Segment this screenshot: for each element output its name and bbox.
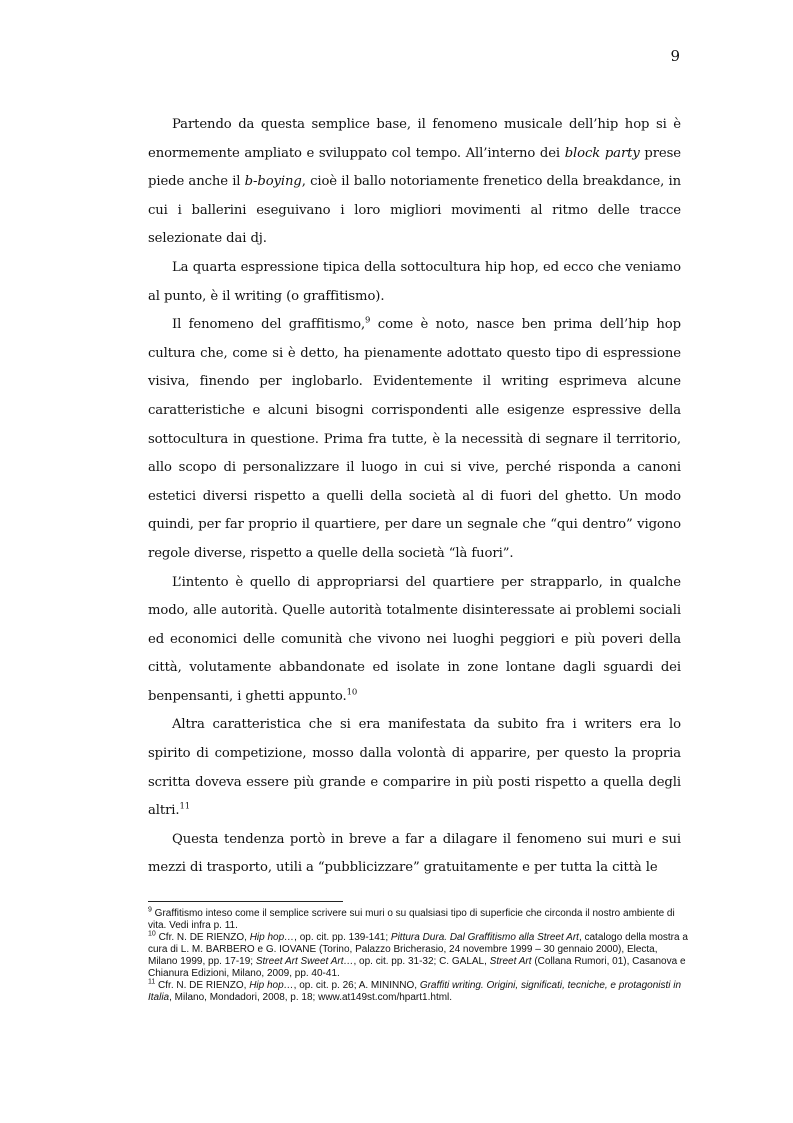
footnote-number: 9 <box>148 906 152 914</box>
footnote-10: $^{10}$ Cfr. N. DE RIENZO, Hip hop…, op. cit. pp. 139-141; Pittura Dura. Dal Graffitismo alla Street Art, catalogo della mostra a cura di L. M. BARBERO e G. IOVANE (Torino, Palazzo Bricherasio, 24 novembre 1999 – 30 gennaio 2000), Electa, Milano 1999, pp. 17-19; Street Art Sweet Art…, op. cit. pp. 31-32; C. GALAL, Street Art (Collana Rumori, 01), Casanova e Chianura Edizioni, Milano, 2009, pp. 40-41. <box>148 930 688 979</box>
footnote-number: 11 <box>148 978 156 986</box>
footnotes <box>148 908 688 1004</box>
footnote-9: $^9$ Graffitismo inteso come il semplice scrivere sui muri o su qualsiasi tipo di superficie che circonda il nostro ambiente di vita. Vedi infra p. 11. <box>148 906 675 931</box>
paragraph-6: Questa tendenza portò in breve a far a dilagare il fenomeno sui muri e sui mezzi di trasporto, utili a “pubblicizzare” gratuitamente e per tutta la città le <box>148 831 681 876</box>
footnote-ref-11[interactable]: 11 <box>179 801 191 812</box>
body-text <box>148 111 681 883</box>
footnote-ref-10[interactable]: 10 <box>346 687 358 698</box>
footnote-ref-9[interactable]: 9 <box>365 315 371 326</box>
footnote-number: 10 <box>148 930 156 938</box>
paragraph-1: Partendo da questa semplice base, il fenomeno musicale dell’hip hop si è enormemente ampliato e sviluppato col tempo. All’interno dei block party prese piede anche il b-boying, cioè il ballo notoriamente frenetico della breakdance, in cui i ballerini eseguivano i loro migliori movimenti al ritmo delle tracce selezionate dai dj. <box>148 117 682 247</box>
paragraph-5: Altra caratteristica che si era manifestata da subito fra i writers era lo spirito di competizione, mosso dalla volontà di apparire, per questo la propria scritta doveva essere più grande e comparire in più posti rispetto a quella degli altri.$^{11}$ <box>148 717 681 819</box>
paragraph-3: Il fenomeno del graffitismo,$^9$ come è noto, nasce ben prima dell’hip hop cultura che, come si è detto, ha pienamente adottato questo tipo di espressione visiva, finendo per inglobarlo. Evidentemente il writing esprimeva alcune caratteristiche e alcuni bisogni corrispondenti alle esigenze espressive della sottocultura in questione. Prima fra tutte, è la necessità di segnare il territorio, allo scopo di personalizzare il luogo in cui si vive, perché risponda a canoni estetici diversi rispetto a quelli della società al di fuori del ghetto. Un modo quindi, per far proprio il quartiere, per dare un segnale che “qui dentro” vigono regole diverse, rispetto a quelle della società “là fuori”. <box>148 315 681 561</box>
footnote-separator <box>148 901 343 902</box>
italic-term: block party <box>564 145 640 161</box>
paragraph-2: La quarta espressione tipica della sottocultura hip hop, ed ecco che veniamo al punto, è il writing (o graffitismo). <box>148 259 681 304</box>
footnote-11: $^{11}$ Cfr. N. DE RIENZO, Hip hop…, op. cit. p. 26; A. MININNO, Graffiti writing. Origini, significati, tecniche, e protagonisti in Italia, Milano, Mondadori, 2008, p. 18; www.at149st.com/hpart1.html. <box>148 978 682 1003</box>
paragraph-4: L’intento è quello di appropriarsi del quartiere per strapparlo, in qualche modo, alle autorità. Quelle autorità totalmente disinteressate ai problemi sociali ed economici delle comunità che vivono nei luoghi peggiori e più poveri della città, volutamente abbandonate ed isolate in zone lontane dagli sguardi dei benpensanti, i ghetti appunto.$^{10}$ <box>148 574 681 704</box>
page-number: 9 <box>670 47 680 65</box>
italic-term: b-boying <box>244 174 302 190</box>
